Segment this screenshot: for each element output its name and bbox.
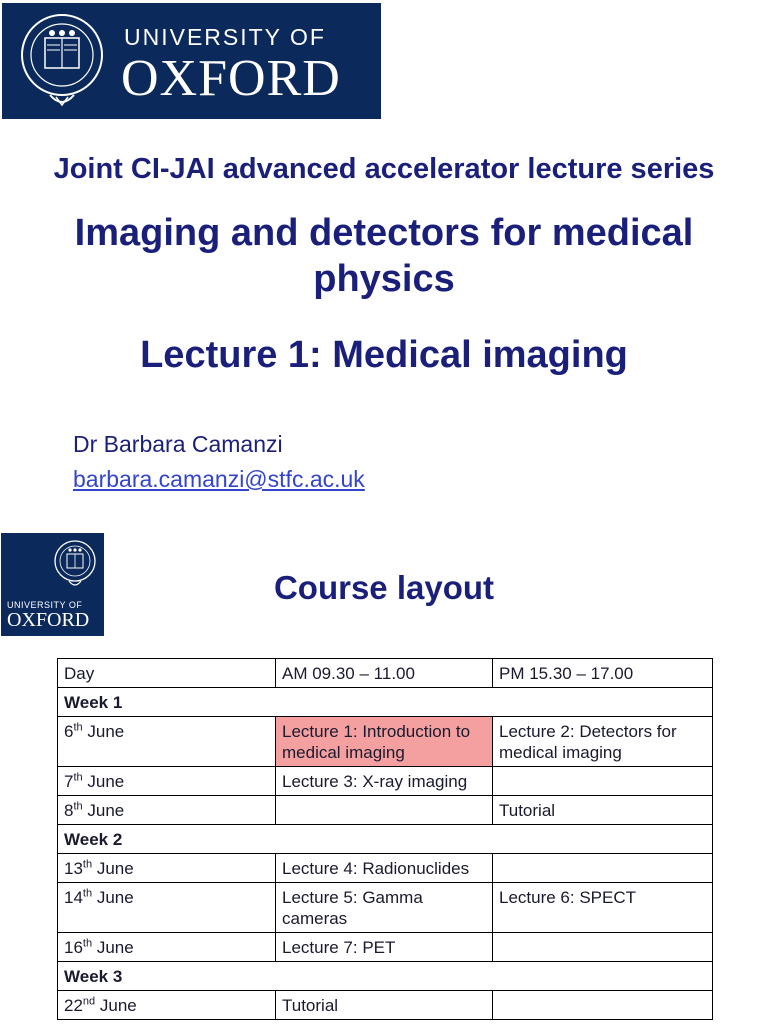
- am-session-cell: Lecture 3: X-ray imaging: [276, 767, 493, 796]
- week-row: [58, 688, 713, 717]
- lecture-title: Lecture 1: Medical imaging: [140, 334, 628, 376]
- course-layout-title: Course layout: [273, 569, 495, 606]
- day-number: 13: [64, 859, 83, 878]
- day-suffix: th: [73, 800, 83, 813]
- header-am: AM 09.30 – 11.00: [276, 659, 493, 688]
- course-title: Imaging and detectors for medical physics: [74, 212, 694, 300]
- day-suffix: th: [73, 771, 83, 784]
- week-row: [58, 962, 713, 991]
- author-email-link[interactable]: barbara.camanzi@stfc.ac.uk: [73, 466, 365, 492]
- oxford-logo-large: [2, 3, 381, 119]
- week-label: Week 1: [58, 688, 713, 717]
- table-row: [58, 991, 713, 1020]
- day-number: 22: [64, 996, 83, 1015]
- day-number: 6: [64, 722, 74, 741]
- day-month: June: [92, 938, 134, 957]
- table-row: [58, 883, 713, 933]
- pm-session-cell: [493, 767, 713, 796]
- day-month: June: [82, 722, 125, 741]
- pm-session-cell: [493, 854, 713, 883]
- table-row: [58, 717, 713, 767]
- day-cell: [58, 883, 276, 933]
- day-number: 7: [64, 772, 74, 791]
- am-session-cell: Lecture 1: Introduction to medical imaging: [276, 717, 493, 767]
- am-session-cell: Lecture 7: PET: [276, 933, 493, 962]
- pm-session-cell: Lecture 2: Detectors for medical imaging: [493, 717, 713, 767]
- header-pm: PM 15.30 – 17.00: [493, 659, 713, 688]
- day-suffix: th: [73, 721, 83, 734]
- day-number: 8: [64, 801, 74, 820]
- lecture-series-heading: Joint CI-JAI advanced accelerator lecture series: [53, 153, 715, 185]
- day-month: June: [95, 996, 137, 1015]
- author-name: Dr Barbara Camanzi: [73, 431, 283, 457]
- am-session-cell: Tutorial: [276, 991, 493, 1020]
- header-day: Day: [58, 659, 276, 688]
- day-month: June: [92, 888, 134, 907]
- pm-session-cell: Lecture 6: SPECT: [493, 883, 713, 933]
- day-cell: [58, 854, 276, 883]
- day-month: June: [82, 801, 125, 820]
- table-row: [58, 854, 713, 883]
- day-cell: [58, 933, 276, 962]
- week-label: Week 3: [58, 962, 713, 991]
- am-session-cell: Lecture 5: Gamma cameras: [276, 883, 493, 933]
- table-header-row: [58, 659, 713, 688]
- table-row: [58, 796, 713, 825]
- table-row: [58, 933, 713, 962]
- pm-session-cell: [493, 991, 713, 1020]
- day-suffix: nd: [82, 995, 96, 1008]
- day-cell: [58, 991, 276, 1020]
- university-seal-icon: [16, 11, 108, 111]
- logo-text-oxford: OXFORD: [7, 609, 90, 631]
- day-cell: [58, 767, 276, 796]
- day-cell: [58, 717, 276, 767]
- am-session-cell: Lecture 4: Radionuclides: [276, 854, 493, 883]
- am-session-cell: [276, 796, 493, 825]
- day-month: June: [92, 859, 134, 878]
- day-month: June: [82, 772, 125, 791]
- pm-session-cell: [493, 933, 713, 962]
- logo-text-university-of: UNIVERSITY OF: [7, 600, 83, 610]
- day-suffix: th: [82, 887, 93, 900]
- day-suffix: th: [82, 937, 93, 950]
- day-cell: [58, 796, 276, 825]
- week-row: [58, 825, 713, 854]
- table-row: [58, 767, 713, 796]
- day-number: 14: [64, 888, 83, 907]
- logo-text-oxford: OXFORD: [121, 50, 341, 107]
- logo-text-university-of: UNIVERSITY OF: [124, 24, 326, 50]
- day-number: 16: [64, 938, 83, 957]
- schedule-table: [57, 658, 713, 1020]
- week-label: Week 2: [58, 825, 713, 854]
- pm-session-cell: Tutorial: [493, 796, 713, 825]
- day-suffix: th: [82, 858, 93, 871]
